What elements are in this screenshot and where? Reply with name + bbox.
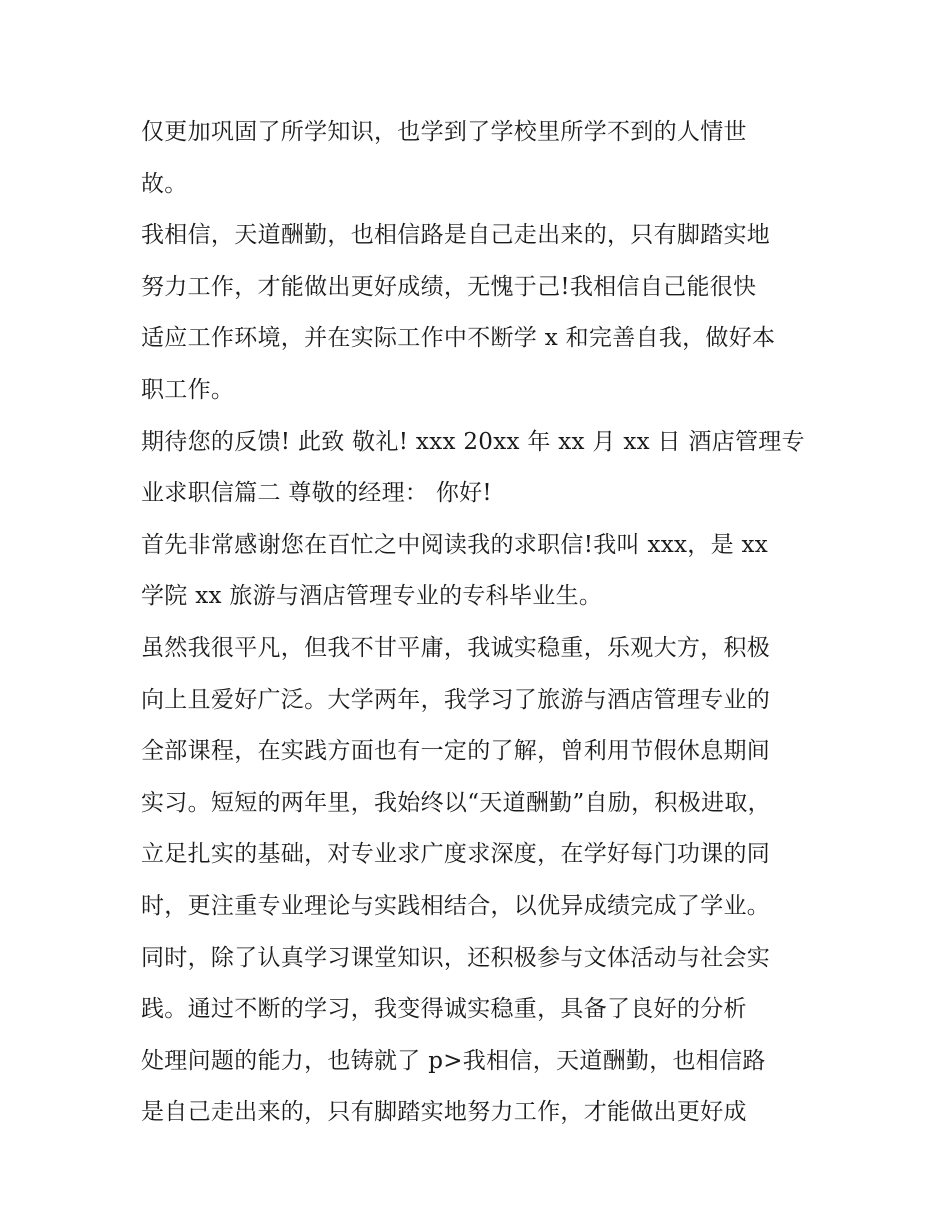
text-line: 向上且爱好广泛。大学两年，我学习了旅游与酒店管理专业的 bbox=[141, 686, 771, 713]
text-line: 首先非常感谢您在百忙之中阅读我的求职信!我叫 xxx，是 xx bbox=[141, 531, 769, 558]
text-line: 努力工作，才能做出更好成绩，无愧于己!我相信自己能很快 bbox=[141, 273, 757, 300]
text-line: 业求职信篇二 尊敬的经理： 你好! bbox=[141, 480, 492, 507]
text-line: 同时，除了认真学习课堂知识，还积极参与文体活动与社会实 bbox=[141, 944, 771, 971]
text-line: 践。通过不断的学习，我变得诚实稳重，具备了良好的分析 bbox=[141, 996, 747, 1023]
text-line: 学院 xx 旅游与酒店管理专业的专科毕业生。 bbox=[141, 583, 603, 610]
text-line: 处理问题的能力，也铸就了 p>我相信，天道酬勤，也相信路 bbox=[141, 1047, 766, 1074]
body-text bbox=[141, 107, 821, 1139]
text-line: 是自己走出来的，只有脚踏实地努力工作，才能做出更好成 bbox=[141, 1099, 747, 1126]
text-line: 我相信，天道酬勤，也相信路是自己走出来的，只有脚踏实地 bbox=[141, 222, 771, 249]
text-line: 适应工作环境，并在实际工作中不断学 x 和完善自我，做好本 bbox=[141, 325, 776, 352]
text-line: 仅更加巩固了所学知识，也学到了学校里所学不到的人情世 bbox=[141, 119, 747, 145]
text-line: 故。 bbox=[141, 170, 188, 197]
text-line: 时，更注重专业理论与实践相结合，以优异成绩完成了学业。 bbox=[141, 892, 771, 919]
text-line: 虽然我很平凡，但我不甘平庸，我诚实稳重，乐观大方，积极 bbox=[141, 634, 771, 661]
text-line: 实习。短短的两年里，我始终以“天道酬勤”自励，积极进取， bbox=[141, 789, 771, 816]
text-line: 立足扎实的基础，对专业求广度求深度，在学好每门功课的同 bbox=[141, 841, 771, 868]
text-line: 期待您的反馈! 此致 敬礼! xxx 20xx 年 xx 月 xx 日 酒店管理专 bbox=[141, 428, 805, 455]
text-line: 全部课程，在实践方面也有一定的了解，曾利用节假休息期间 bbox=[141, 738, 771, 765]
text-line: 职工作。 bbox=[141, 376, 235, 403]
